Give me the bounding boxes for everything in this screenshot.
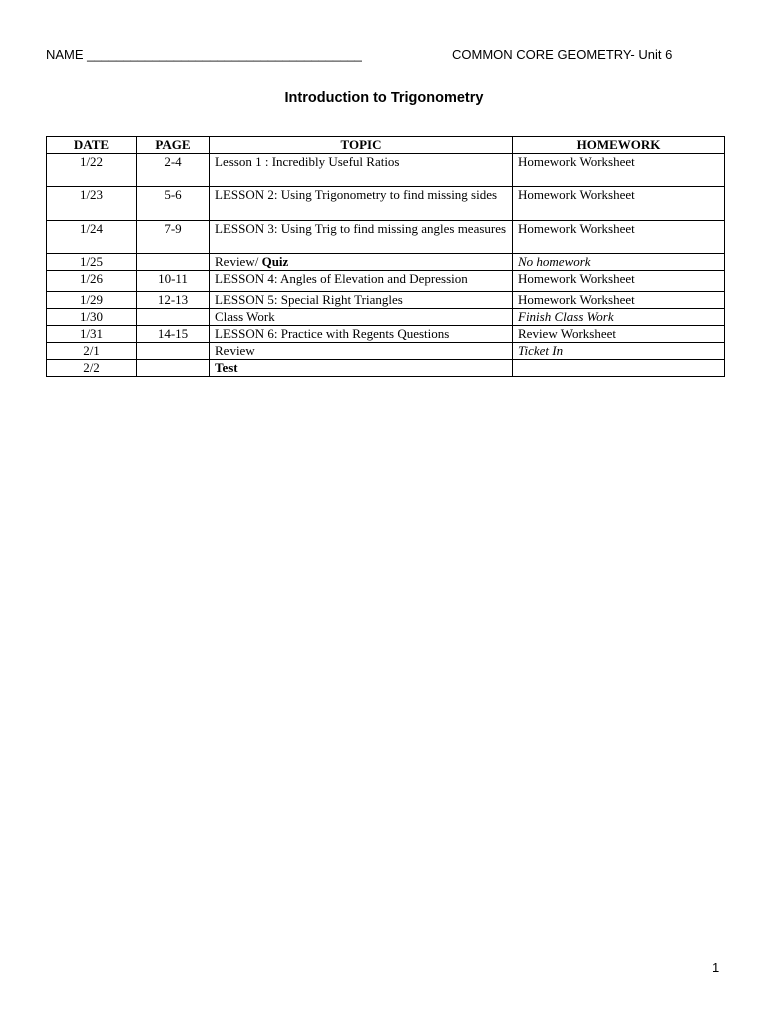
date-cell: 1/26 [47, 271, 137, 292]
page-cell [137, 309, 210, 326]
page-cell [137, 360, 210, 377]
page-cell: 7-9 [137, 221, 210, 254]
homework-cell [513, 360, 725, 377]
date-cell: 1/31 [47, 326, 137, 343]
table-row [47, 271, 725, 292]
topic-cell: LESSON 2: Using Trigonometry to find missing sides [210, 187, 513, 221]
homework-cell: Ticket In [513, 343, 725, 360]
topic-cell: Review [210, 343, 513, 360]
page-cell: 2-4 [137, 154, 210, 187]
date-cell: 1/23 [47, 187, 137, 221]
homework-cell: Homework Worksheet [513, 221, 725, 254]
homework-cell: Review Worksheet [513, 326, 725, 343]
page-cell [137, 343, 210, 360]
topic-cell: LESSON 3: Using Trig to find missing angles measures [210, 221, 513, 254]
topic-cell: LESSON 5: Special Right Triangles [210, 292, 513, 309]
topic-cell: Class Work [210, 309, 513, 326]
page-number: 1 [712, 960, 720, 975]
page-cell: 5-6 [137, 187, 210, 221]
column-header-homework: HOMEWORK [513, 137, 725, 154]
column-header-page: PAGE [137, 137, 210, 154]
topic-cell: LESSON 4: Angles of Elevation and Depression [210, 271, 513, 292]
homework-cell: No homework [513, 254, 725, 271]
topic-cell: LESSON 6: Practice with Regents Questions [210, 326, 513, 343]
table-row [47, 292, 725, 309]
homework-cell: Homework Worksheet [513, 271, 725, 292]
homework-cell: Homework Worksheet [513, 292, 725, 309]
table-row [47, 254, 725, 271]
schedule-table [46, 136, 725, 377]
page-cell: 14-15 [137, 326, 210, 343]
date-cell: 1/30 [47, 309, 137, 326]
date-cell: 2/2 [47, 360, 137, 377]
document-title: Introduction to Trigonometry [284, 90, 484, 106]
date-cell: 2/1 [47, 343, 137, 360]
topic-cell: Lesson 1 : Incredibly Useful Ratios [210, 154, 513, 187]
table-row [47, 309, 725, 326]
table-row [47, 221, 725, 254]
homework-cell: Homework Worksheet [513, 154, 725, 187]
page-cell [137, 254, 210, 271]
unit-heading: COMMON CORE GEOMETRY- Unit 6 [452, 47, 673, 62]
table-row [47, 343, 725, 360]
name-field-label: NAME ______________________________________ [46, 47, 362, 62]
table-row [47, 187, 725, 221]
date-cell: 1/25 [47, 254, 137, 271]
table-row [47, 154, 725, 187]
topic-cell [210, 254, 513, 271]
date-cell: 1/22 [47, 154, 137, 187]
column-header-topic: TOPIC [210, 137, 513, 154]
column-header-date: DATE [47, 137, 137, 154]
table-row [47, 360, 725, 377]
topic-quiz: Quiz [261, 254, 289, 269]
page-cell: 10-11 [137, 271, 210, 292]
table-header-row [47, 137, 725, 154]
topic-cell: Test [210, 360, 513, 377]
homework-cell: Homework Worksheet [513, 187, 725, 221]
topic-prefix: Review/ [215, 254, 262, 269]
date-cell: 1/29 [47, 292, 137, 309]
page-cell: 12-13 [137, 292, 210, 309]
homework-cell: Finish Class Work [513, 309, 725, 326]
date-cell: 1/24 [47, 221, 137, 254]
table-row [47, 326, 725, 343]
